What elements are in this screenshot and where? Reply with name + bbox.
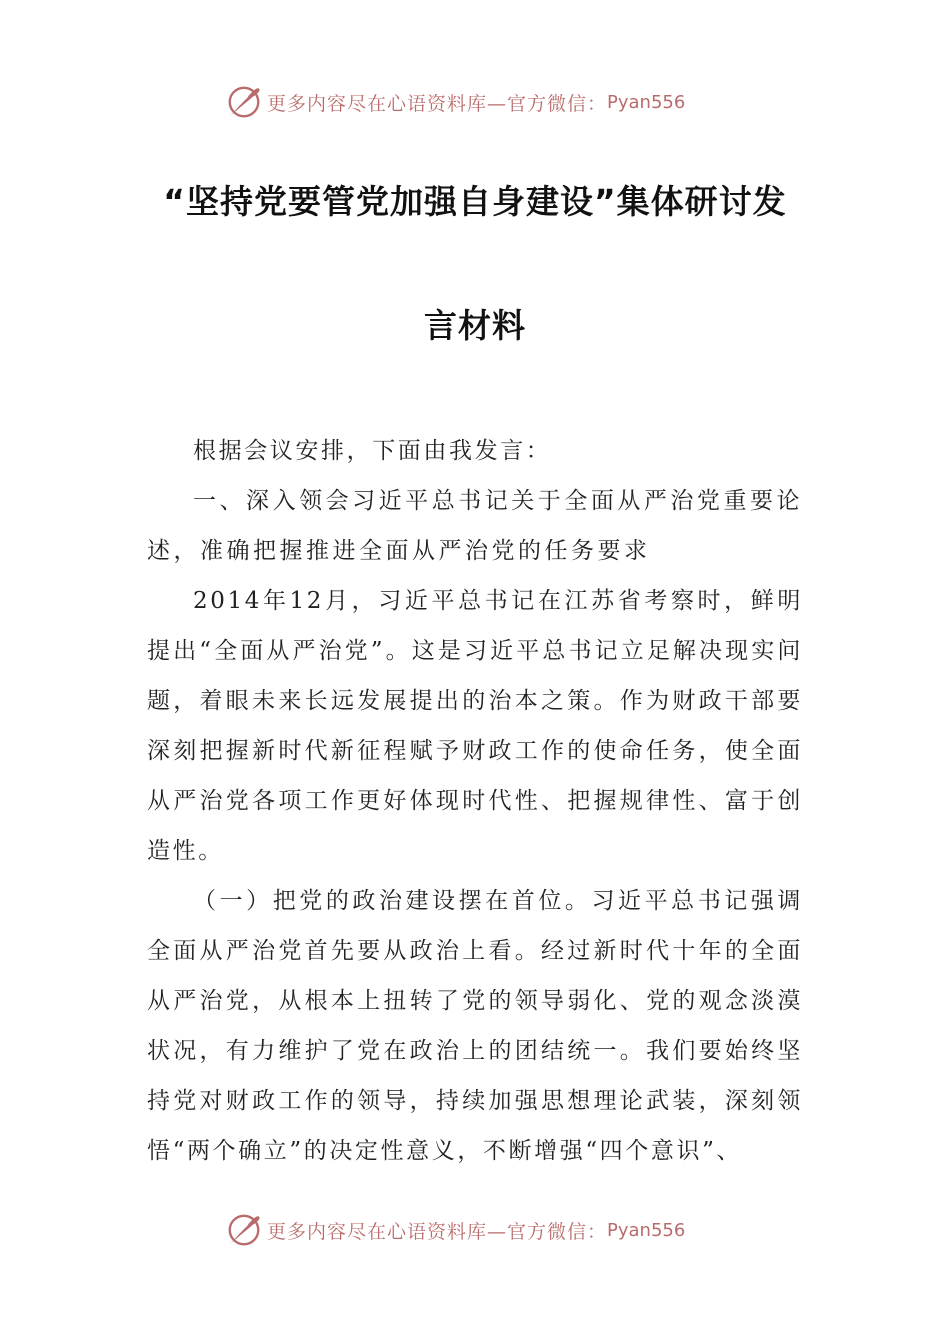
paragraph-body-2: （一）把党的政治建设摆在首位。习近平总书记强调全面从严治党首先要从政治上看。经过新时代十年的全面从严治党，从根本上扭转了党的领导弱化、党的观念淡漠状况，有力维护了党在政治上的团结统一。我们要始终坚持党对财政工作的领导，持续加强思想理论武装，深刻领悟“两个确立”的决定性意义，不断增强“四个意识”、	[147, 888, 803, 1164]
paragraph-intro: 根据会议安排，下面由我发言：	[193, 438, 552, 464]
banner-text: 更多内容尽在心语资料库—官方微信：	[267, 1220, 608, 1243]
document-title-line-2: 言材料	[424, 306, 526, 345]
quill-logo-icon	[225, 83, 263, 121]
header-banner	[225, 82, 745, 122]
quill-logo-icon	[225, 1211, 263, 1249]
banner-wechat: Pyan556	[607, 1219, 686, 1241]
footer-banner	[225, 1210, 745, 1250]
paragraph-body-1: 2014年12月，习近平总书记在江苏省考察时，鲜明提出“全面从严治党”。这是习近平总书记立足解决现实问题，着眼未来长远发展提出的治本之策。作为财政干部要深刻把握新时代新征程赋予财政工作的使命任务，使全面从严治党各项工作更好体现时代性、把握规律性、富于创造性。	[147, 588, 803, 864]
document-title-line-1: “坚持党要管党加强自身建设”集体研讨发	[163, 182, 787, 221]
banner-wechat: Pyan556	[607, 91, 686, 113]
document-body	[147, 426, 803, 1176]
banner-text: 更多内容尽在心语资料库—官方微信：	[267, 92, 608, 115]
paragraph-section-heading: 一、深入领会习近平总书记关于全面从严治党重要论述，准确把握推进全面从严治党的任务要求	[147, 488, 803, 564]
